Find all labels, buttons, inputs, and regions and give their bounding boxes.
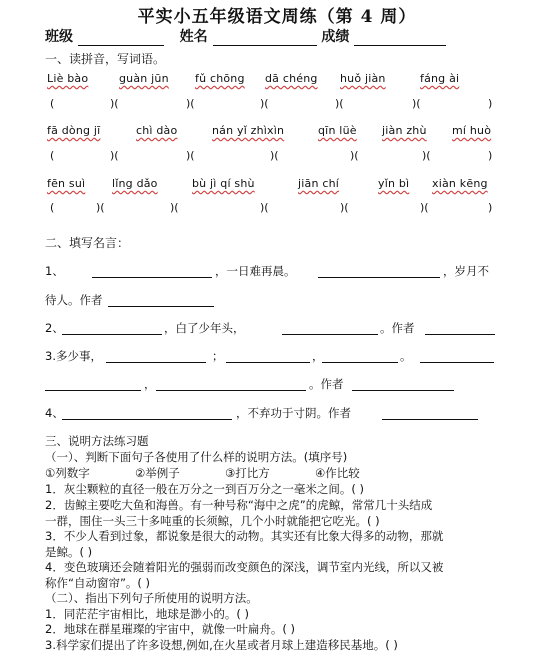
option-3: ③打比方 xyxy=(225,466,270,480)
quote-3-blank-e[interactable] xyxy=(45,390,141,391)
quote-4-mid: ，不弃功于寸阴。作者 xyxy=(236,406,351,420)
section3-part2: （二）、指出下列句子所使用的说明方法。 xyxy=(45,591,258,605)
quote-3-blank-d[interactable] xyxy=(420,362,494,363)
quote-3-author-blank[interactable] xyxy=(352,390,454,391)
pinyin-item: dā chéng xyxy=(265,72,318,85)
quote-3b-sep: ， xyxy=(144,377,156,391)
question-2-line-b: 一群，围住一头三十多吨重的长须鲸，几个小时就能把它吃光。( ) xyxy=(45,514,380,528)
question-3-line-b: 是鲸。( ) xyxy=(45,545,93,559)
option-2: ②举例子 xyxy=(135,466,180,480)
pinyin-item: bù jì qí shù xyxy=(192,177,255,190)
question-4-line-a: 4．变色玻璃还会随着阳光的强弱而改变颜色的深浅，调节室内光线，所以又被 xyxy=(45,560,444,574)
score-label: 成绩 xyxy=(321,29,350,45)
pinyin-item: fáng ài xyxy=(420,72,460,85)
name-field[interactable] xyxy=(213,31,317,46)
pinyin-item: mí huò xyxy=(452,124,492,137)
pinyin-item: xiàn kēng xyxy=(432,177,488,190)
section1-heading: 一、读拼音，写词语。 xyxy=(45,52,166,66)
quote-2-blank-b[interactable] xyxy=(282,334,378,335)
page-title: 平实小五年级语文周练（第 4 周） xyxy=(137,7,417,27)
pinyin-item: jiān chí xyxy=(298,177,339,190)
quote-3-blank-a[interactable] xyxy=(106,362,206,363)
pinyin-item: lǐng dǎo xyxy=(112,177,158,190)
quote-1-blank-a[interactable] xyxy=(92,277,212,278)
part2-question-1: 1．同茫茫宇宙相比，地球是渺小的。( ) xyxy=(45,607,249,621)
answer-row-2: ( )( )( )( )( )( ) xyxy=(50,149,493,162)
pinyin-item: guàn jūn xyxy=(119,72,169,85)
quote-1-author-label: 待人。作者 xyxy=(45,293,103,307)
options-row xyxy=(45,465,385,480)
pinyin-item: fēn suì xyxy=(47,177,86,190)
pinyin-item: huǒ jiàn xyxy=(340,72,386,85)
quote-3-blank-b[interactable] xyxy=(226,362,310,363)
quote-1-blank-b[interactable] xyxy=(318,277,440,278)
question-2-line-a: 2．齿鲸主要吃大鱼和海兽。有一种号称“海中之虎”的虎鲸，常常几十头结成 xyxy=(45,498,433,512)
pinyin-item: Liè bào xyxy=(47,72,89,85)
header-row xyxy=(45,26,446,46)
pinyin-item: chì dào xyxy=(136,124,178,137)
quote-3-blank-f[interactable] xyxy=(156,390,306,391)
question-3-line-a: 3．不少人看到过象，都说象是很大的动物。其实还有比象大得多的动物，那就 xyxy=(45,529,444,543)
question-1: 1．灰尘颗粒的直径一般在万分之一到百万分之一毫米之间。( ) xyxy=(45,482,364,496)
answer-row-1: ( )( )( )( )( )( ) xyxy=(50,97,493,110)
quote-3b-end: 。作者 xyxy=(309,377,344,391)
quote-1-end: ，岁月不 xyxy=(443,264,489,278)
quote-4-num: 4、 xyxy=(45,406,64,420)
pinyin-row-3 xyxy=(0,177,554,193)
quote-2-num: 2、 xyxy=(45,321,64,335)
quote-2-end: 。作者 xyxy=(380,321,415,335)
quote-3-sep1: ； xyxy=(212,349,224,363)
pinyin-row-1 xyxy=(0,72,554,88)
quote-1-author-blank[interactable] xyxy=(108,306,214,307)
part2-question-3: 3.科学家们提出了许多设想,例如,在火星或者月球上建造移民基地。( ) xyxy=(45,638,398,652)
quote-1-num: 1、 xyxy=(45,264,64,278)
quote-1-mid: ，一日难再晨。 xyxy=(215,264,296,278)
pinyin-item: nán yǐ zhìxìn xyxy=(212,124,285,137)
quote-3-sep3: 。 xyxy=(400,349,412,363)
option-1: ①列数字 xyxy=(45,466,90,480)
quote-4-blank-a[interactable] xyxy=(62,419,232,420)
quote-2-author-blank[interactable] xyxy=(425,334,495,335)
quote-4-author-blank[interactable] xyxy=(382,419,478,420)
name-label: 姓名 xyxy=(179,29,208,45)
score-field[interactable] xyxy=(354,31,446,46)
quote-2-mid: ，白了少年头， xyxy=(164,321,245,335)
section3-heading: 三、说明方法练习题 xyxy=(45,434,149,448)
quote-3-sep2: ， xyxy=(312,349,324,363)
part2-question-2: 2．地球在群星璀璨的宇宙中，就像一叶扁舟。( ) xyxy=(45,622,295,636)
section3-part1: （一）、判断下面句子各使用了什么样的说明方法。(填序号) xyxy=(45,450,348,464)
question-4-line-b: 称作“自动窗帘”。( ) xyxy=(45,576,151,590)
pinyin-item: qīn lüè xyxy=(318,124,357,137)
pinyin-item: fǔ chōng xyxy=(195,72,245,85)
quote-2-blank-a[interactable] xyxy=(62,334,162,335)
pinyin-item: fā dòng jī xyxy=(47,124,101,137)
quote-3-num: 3.多少事， xyxy=(45,349,102,363)
class-field[interactable] xyxy=(78,31,164,46)
pinyin-row-2 xyxy=(0,124,554,140)
section2-heading: 二、填写名言： xyxy=(45,236,130,250)
class-label: 班级 xyxy=(45,29,73,45)
pinyin-item: yǐn bì xyxy=(378,177,410,190)
pinyin-item: jiàn zhù xyxy=(382,124,427,137)
option-4: ④作比较 xyxy=(315,466,360,480)
answer-row-3: ( )( )( )( )( )( ) xyxy=(50,201,493,214)
quote-3-blank-c[interactable] xyxy=(322,362,398,363)
